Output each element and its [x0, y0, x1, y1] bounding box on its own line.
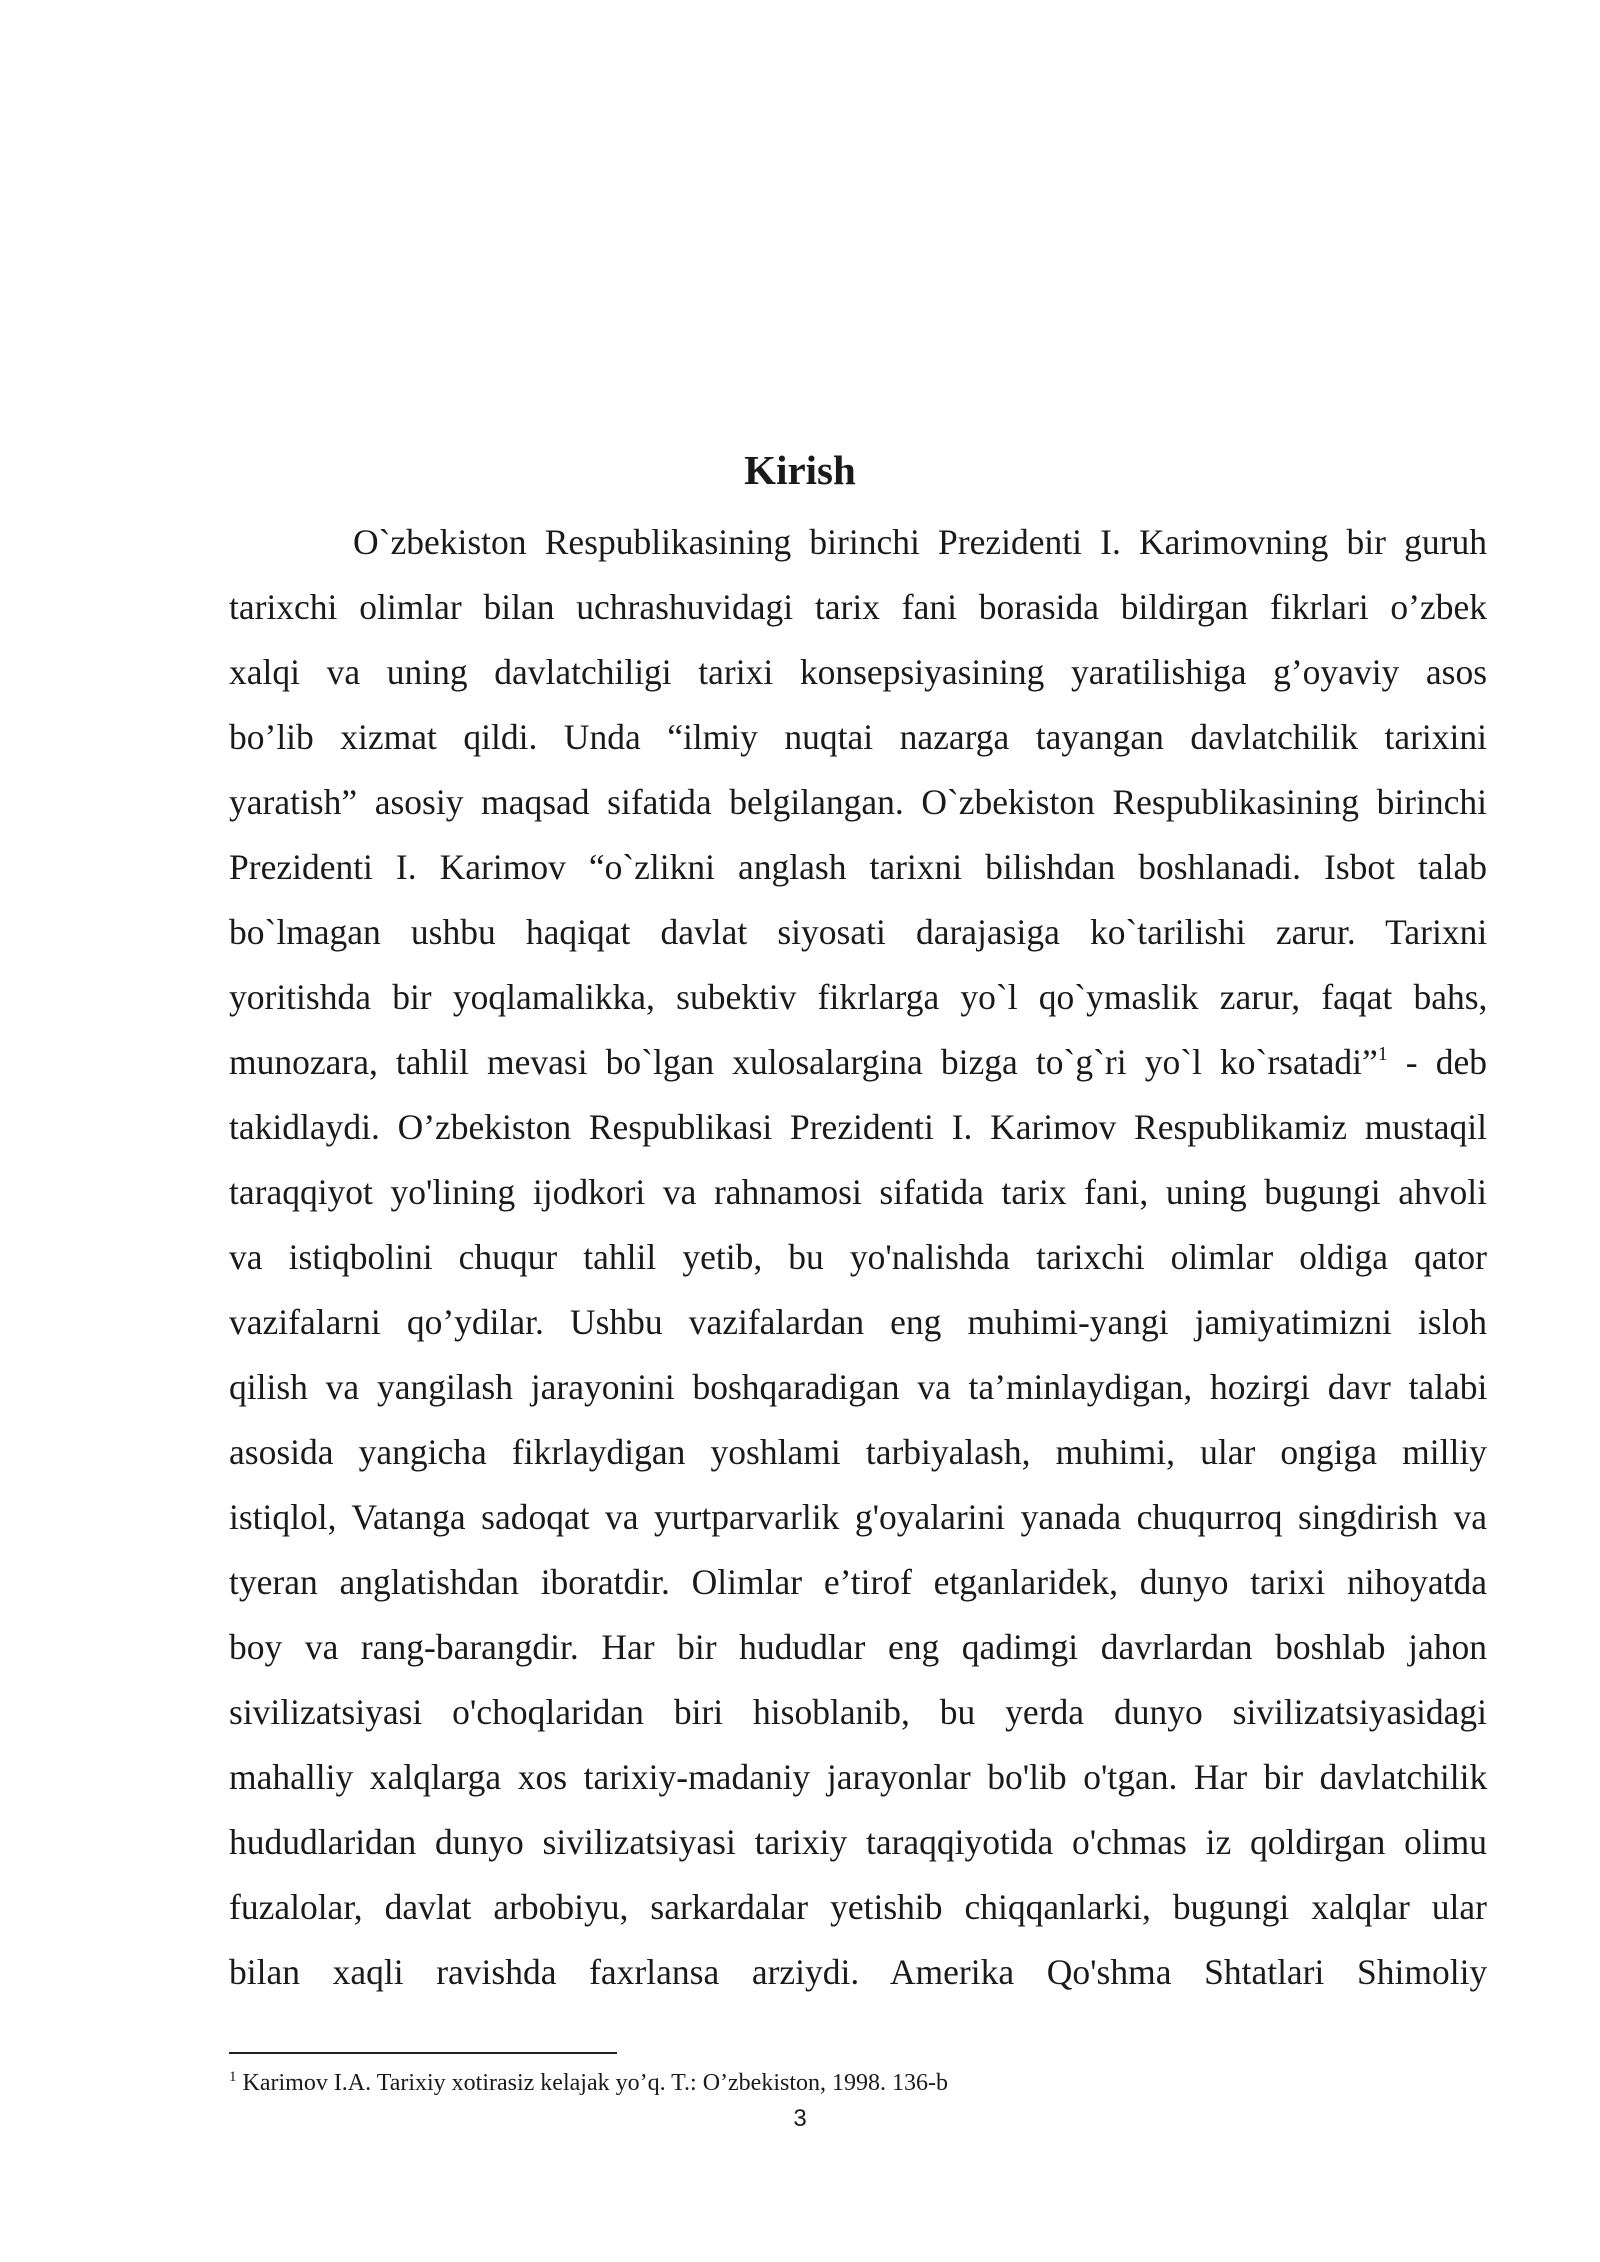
text-line-start: munozara, tahlil mevasi bo`lgan xulosalargina bizga to`g`ri yo`l ko`rsatadi”	[229, 1042, 1378, 1082]
text-line: va istiqbolini chuqur tahlil yetib, bu yo'nalishda tarixchi olimlar oldiga qator	[229, 1237, 1487, 1277]
text-line: boy va rang-barangdir. Har bir hududlar eng qadimgi davrlardan boshlab jahon	[229, 1627, 1487, 1667]
text-line: bo’lib xizmat qildi. Unda “ilmiy nuqtai nazarga tayangan davlatchilik tarixini	[229, 717, 1487, 757]
text-line: fuzalolar, davlat arbobiyu, sarkardalar yetishib chiqqanlarki, bugungi xalqlar ular	[229, 1887, 1487, 1927]
text-line: hududlaridan dunyo sivilizatsiyasi tarixiy taraqqiyotida o'chmas iz qoldirgan olimu	[229, 1822, 1487, 1862]
text-line: bilan xaqli ravishda faxrlansa arziydi. Amerika Qo'shma Shtatlari Shimoliy	[229, 1952, 1488, 1992]
text-line: vazifalarni qo’ydilar. Ushbu vazifalardan eng muhimi-yangi jamiyatimizni isloh	[229, 1302, 1487, 1342]
text-line: takidlaydi. O’zbekiston Respublikasi Prezidenti I. Karimov Respublikamiz mustaqil	[229, 1107, 1487, 1147]
page-number: 3	[793, 2105, 807, 2132]
text-line: mahalliy xalqlarga xos tarixiy-madaniy jarayonlar bo'lib o'tgan. Har bir davlatchilik	[229, 1757, 1488, 1797]
text-line: qilish va yangilash jarayonini boshqaradigan va ta’minlaydigan, hozirgi davr talabi	[229, 1367, 1488, 1407]
text-line: taraqqiyot yo'lining ijodkori va rahnamosi sifatida tarix fani, uning bugungi ahvoli	[229, 1172, 1487, 1212]
text-line: tyeran anglatishdan iboratdir. Olimlar e’tirof etganlaridek, dunyo tarixi nihoyatda	[229, 1562, 1487, 1602]
text-line: asosida yangicha fikrlaydigan yoshlami tarbiyalash, muhimi, ular ongiga milliy	[229, 1432, 1487, 1472]
footnote	[229, 2068, 1487, 2098]
page-title: Kirish	[744, 447, 856, 493]
footnote-separator	[229, 2052, 617, 2054]
text-line-with-footnote	[229, 1030, 1487, 1095]
text-line: yoritishda bir yoqlamalikka, subektiv fikrlarga yo`l qo`ymaslik zarur, faqat bahs,	[229, 977, 1488, 1017]
text-line-end: - deb	[1387, 1042, 1487, 1082]
text-line: xalqi va uning davlatchiligi tarixi konsepsiyasining yaratilishiga g’oyaviy asos	[229, 652, 1488, 692]
footnote-marker: 1	[229, 2069, 237, 2085]
text-line: bo`lmagan ushbu haqiqat davlat siyosati darajasiga ko`tarilishi zarur. Tarixni	[229, 912, 1488, 952]
text-line: Prezidenti I. Karimov “o`zlikni anglash tarixni bilishdan boshlanadi. Isbot talab	[229, 847, 1487, 887]
text-line: sivilizatsiyasi o'choqlaridan biri hisoblanib, bu yerda dunyo sivilizatsiyasidagi	[229, 1692, 1487, 1732]
footnote-reference[interactable]: 1	[1377, 1043, 1388, 1065]
body-paragraph	[229, 510, 1487, 2005]
text-line: O`zbekiston Respublikasining birinchi Prezidenti I. Karimovning bir guruh	[353, 522, 1487, 562]
footnote-text: Karimov I.A. Tarixiy xotirasiz kelajak yo’q. T.: O’zbekiston, 1998. 136-b	[236, 2070, 949, 2096]
text-line: yaratish” asosiy maqsad sifatida belgilangan. O`zbekiston Respublikasining birinchi	[229, 782, 1487, 822]
text-line: istiqlol, Vatanga sadoqat va yurtparvarlik g'oyalarini yanada chuqurroq singdirish va	[229, 1497, 1487, 1537]
text-line: tarixchi olimlar bilan uchrashuvidagi tarix fani borasida bildirgan fikrlari o’zbek	[229, 587, 1487, 627]
